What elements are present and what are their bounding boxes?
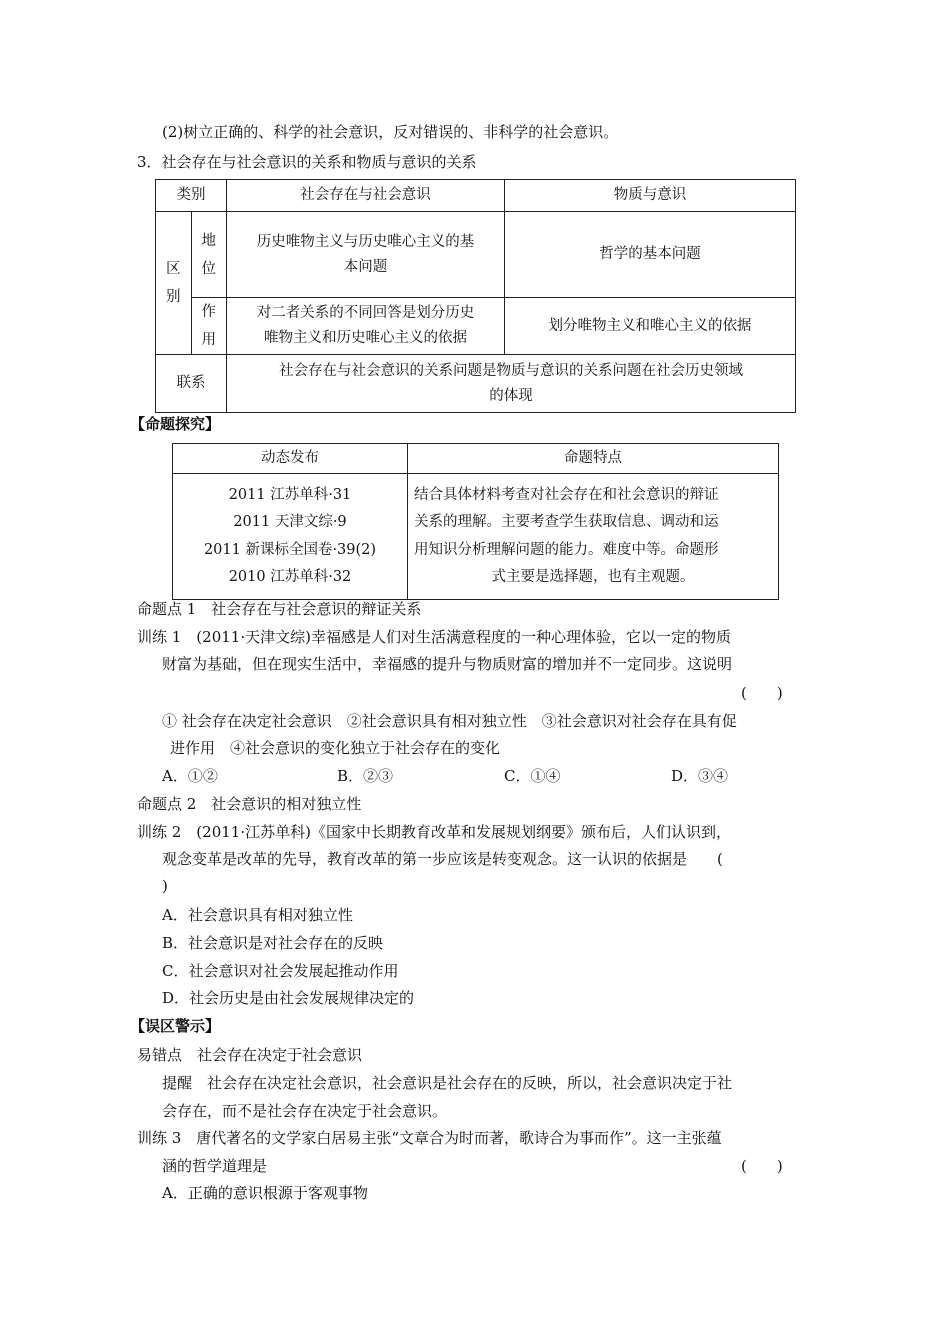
table-cell: 对二者关系的不同回答是划分历史 唯物主义和历史唯心主义的依据 <box>227 298 505 355</box>
exercise-line: ① 社会存在决定社会意识 ②社会意识具有相对独立性 ③社会意识对社会存在具有促 <box>162 712 737 730</box>
table-cell: 历史唯物主义与历史唯心主义的基 本问题 <box>227 212 505 298</box>
exercise-line: 财富为基础，但在现实生活中，幸福感的提升与物质财富的增加并不一定同步。这说明 <box>162 655 733 673</box>
table-cell: 划分唯物主义和唯心主义的依据 <box>505 298 796 355</box>
section-title: 【命题探究】 <box>130 415 221 433</box>
proposition-point: 命题点 2 社会意识的相对独立性 <box>137 795 362 813</box>
answer-bracket: ( ) <box>741 1157 783 1175</box>
exercise-line: 观念变革是改革的先导，教育改革的第一步应该是转变观念。这一认识的依据是 ( <box>162 850 723 868</box>
relation-comparison-table <box>155 179 796 413</box>
table-cell: 哲学的基本问题 <box>505 212 796 298</box>
exercise-line: 训练 2 (2011·江苏单科)《国家中长期教育改革和发展规划纲要》颁布后，人们认识到， <box>137 823 731 841</box>
row-label-role: 作 用 <box>191 298 227 355</box>
table-cell: 2011 江苏单科·31 2011 天津文综·9 2011 新课标全国卷·39(2) 2010 江苏单科·32 <box>173 474 408 600</box>
option-d: D．社会历史是由社会发展规律决定的 <box>162 989 415 1007</box>
table-header-cell: 类别 <box>156 180 227 212</box>
text-line: (2)树立正确的、科学的社会意识，反对错误的、非科学的社会意识。 <box>162 123 619 141</box>
option-d: D．③④ <box>671 767 729 785</box>
table-cell: 社会存在与社会意识的关系问题是物质与意识的关系问题在社会历史领域 的体现 <box>227 355 796 413</box>
option-a: A．正确的意识根源于客观事物 <box>162 1184 368 1202</box>
row-label-connection: 联系 <box>156 355 227 413</box>
table-header-cell: 物质与意识 <box>505 180 796 212</box>
reminder-line: 会存在，而不是社会存在决定于社会意识。 <box>162 1102 448 1120</box>
table-header-cell: 动态发布 <box>173 444 408 474</box>
exercise-line: 进作用 ④社会意识的变化独立于社会存在的变化 <box>170 739 501 757</box>
error-point: 易错点 社会存在决定于社会意识 <box>137 1046 363 1064</box>
section-title: 【误区警示】 <box>130 1017 221 1035</box>
option-c: C．社会意识对社会发展起推动作用 <box>162 962 399 980</box>
proposition-point: 命题点 1 社会存在与社会意识的辩证关系 <box>137 600 422 618</box>
table-cell: 结合具体材料考查对社会存在和社会意识的辩证 关系的理解。主要考查学生获取信息、调动和运 用知识分析理解问题的能力。难度中等。命题形 式主要是选择题，也有主观题。 <box>408 474 779 600</box>
option-a: A．社会意识具有相对独立性 <box>162 906 353 924</box>
section-heading: 3．社会存在与社会意识的关系和物质与意识的关系 <box>137 153 477 171</box>
table-header-cell: 命题特点 <box>408 444 779 474</box>
exercise-line: 涵的哲学道理是 <box>162 1157 268 1175</box>
option-b: B．②③ <box>337 767 394 785</box>
reminder-line: 提醒 社会存在决定社会意识，社会意识是社会存在的反映，所以，社会意识决定于社 <box>162 1074 733 1092</box>
answer-bracket: ( ) <box>741 684 783 702</box>
row-label-status: 地 位 <box>191 212 227 298</box>
exercise-line: 训练 3 唐代著名的文学家白居易主张“文章合为时而著，歌诗合为事而作”。这一主张蕴 <box>137 1129 722 1147</box>
option-b: B．社会意识是对社会存在的反映 <box>162 934 384 952</box>
answer-bracket: ) <box>162 877 168 895</box>
option-c: C．①④ <box>504 767 561 785</box>
exam-analysis-table <box>172 443 779 600</box>
option-a: A．①② <box>162 767 218 785</box>
table-header-cell: 社会存在与社会意识 <box>227 180 505 212</box>
exercise-line: 训练 1 (2011·天津文综)幸福感是人们对生活满意程度的一种心理体验，它以一定的物质 <box>137 628 731 646</box>
row-label-difference: 区 别 <box>156 212 192 355</box>
